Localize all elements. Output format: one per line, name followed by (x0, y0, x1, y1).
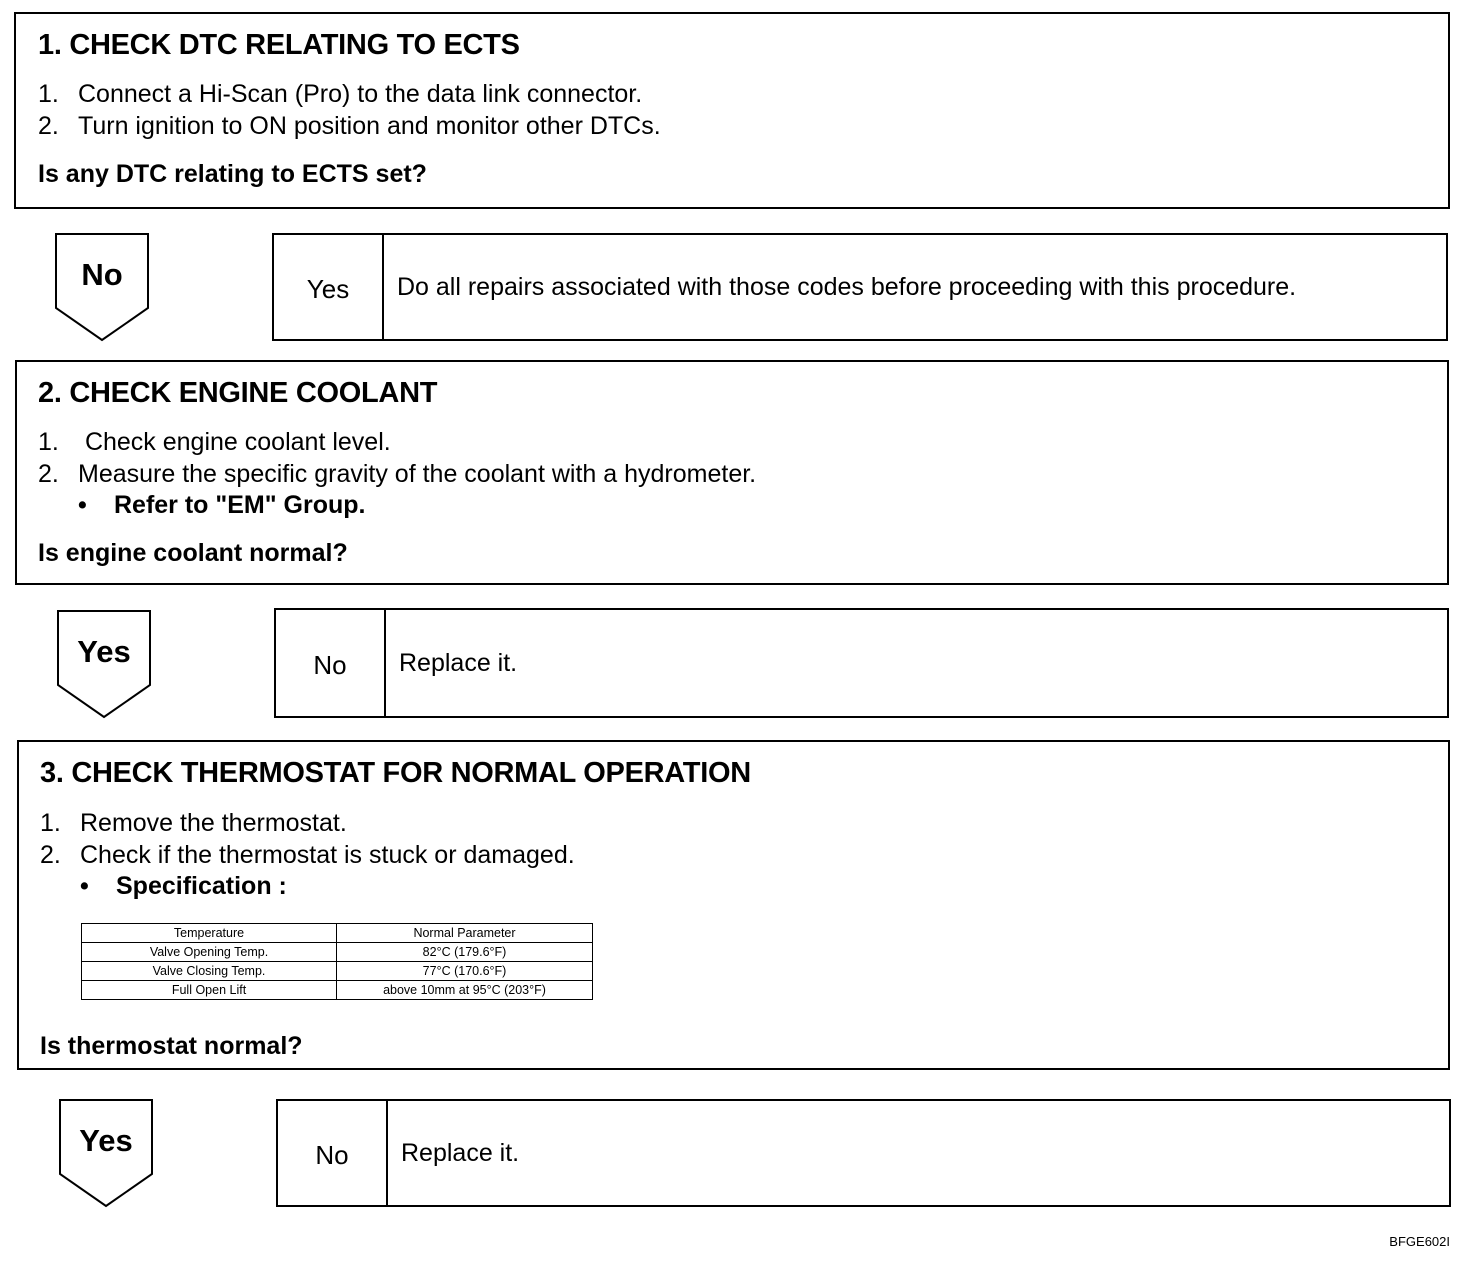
instruction-number: 2. (40, 841, 61, 869)
table-row (82, 943, 593, 962)
step-1-instruction-2 (38, 112, 661, 141)
instruction-number: 2. (38, 460, 59, 488)
bullet-text: Refer to "EM" Group. (114, 491, 366, 519)
instruction-number: 1. (38, 428, 59, 456)
step-1-continue-arrow (55, 233, 151, 343)
step-2-instruction-1 (38, 428, 391, 457)
branch-label: No (278, 1101, 388, 1205)
specification-table (81, 923, 593, 1000)
continue-label: Yes (77, 634, 131, 669)
instruction-text: Turn ignition to ON position and monitor other DTCs. (78, 112, 661, 140)
step-3-bullet (80, 872, 287, 901)
bullet-icon: • (78, 491, 87, 519)
table-header-row (82, 924, 593, 943)
branch-text: Replace it. (399, 648, 518, 677)
table-cell: 77°C (170.6°F) (337, 962, 593, 981)
instruction-number: 2. (38, 112, 59, 140)
step-3-continue-arrow (59, 1099, 155, 1209)
branch-label: Yes (274, 235, 384, 339)
instruction-text: Check engine coolant level. (78, 428, 391, 456)
instruction-text: Check if the thermostat is stuck or damaged. (80, 841, 575, 869)
table-cell: above 10mm at 95°C (203°F) (337, 981, 593, 1000)
column-header: Temperature (82, 924, 337, 943)
step-2-box (15, 360, 1449, 585)
continue-label: No (81, 257, 123, 292)
step-3-instruction-2 (40, 841, 575, 870)
step-1-question: Is any DTC relating to ECTS set? (38, 160, 427, 188)
step-3-branch-box (276, 1099, 1451, 1207)
branch-text: Do all repairs associated with those codes before proceeding with this procedure. (397, 272, 1297, 301)
step-2-title: 2. CHECK ENGINE COOLANT (38, 377, 438, 409)
step-1-title: 1. CHECK DTC RELATING TO ECTS (38, 29, 520, 61)
step-2-bullet (78, 491, 366, 520)
table-row (82, 962, 593, 981)
table-cell: Valve Opening Temp. (82, 943, 337, 962)
instruction-number: 1. (40, 809, 61, 837)
table-cell: Valve Closing Temp. (82, 962, 337, 981)
table-cell: Full Open Lift (82, 981, 337, 1000)
instruction-number: 1. (38, 80, 59, 108)
figure-code: BFGE602I (1389, 1234, 1450, 1249)
step-1-box (14, 12, 1450, 209)
instruction-text: Connect a Hi-Scan (Pro) to the data link connector. (78, 80, 643, 108)
branch-label: No (276, 610, 386, 716)
continue-label: Yes (79, 1123, 133, 1158)
step-3-title: 3. CHECK THERMOSTAT FOR NORMAL OPERATION (40, 757, 751, 789)
step-1-branch-box (272, 233, 1448, 341)
instruction-text: Remove the thermostat. (80, 809, 347, 837)
step-1-instruction-1 (38, 80, 642, 109)
step-2-branch-box (274, 608, 1449, 718)
step-3-instruction-1 (40, 809, 347, 838)
step-3-question: Is thermostat normal? (40, 1032, 303, 1060)
branch-text: Replace it. (401, 1138, 520, 1167)
table-cell: 82°C (179.6°F) (337, 943, 593, 962)
bullet-text: Specification : (116, 872, 287, 900)
step-2-instruction-2 (38, 460, 756, 489)
column-header: Normal Parameter (337, 924, 593, 943)
instruction-text: Measure the specific gravity of the coolant with a hydrometer. (78, 460, 757, 488)
step-2-question: Is engine coolant normal? (38, 539, 348, 567)
bullet-icon: • (80, 872, 89, 900)
table-row (82, 981, 593, 1000)
step-3-box (17, 740, 1450, 1070)
step-2-continue-arrow (57, 610, 153, 720)
